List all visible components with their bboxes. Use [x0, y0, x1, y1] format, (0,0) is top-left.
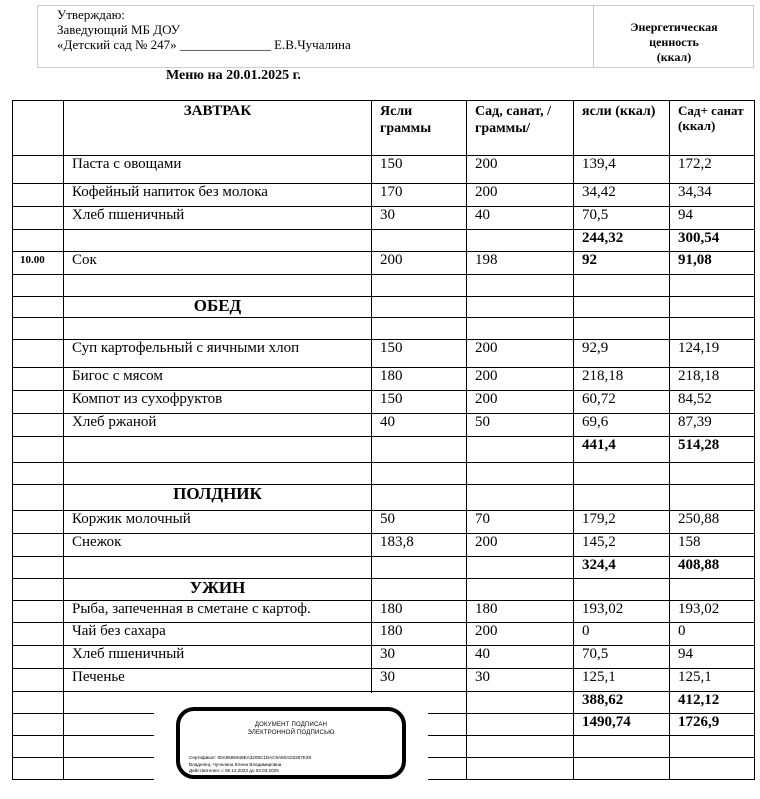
nursery-kcal: 34,42 [574, 184, 670, 207]
garden-kcal [670, 758, 755, 780]
nursery-grams [372, 463, 467, 485]
nursery-grams: 40 [372, 414, 467, 437]
energy-header-line-2: ценность [649, 35, 699, 49]
nursery-kcal: 69,6 [574, 414, 670, 437]
time-cell [13, 579, 64, 601]
time-cell [13, 184, 64, 207]
garden-grams: 200 [467, 368, 574, 391]
garden-kcal: 0 [670, 623, 755, 646]
garden-grams [467, 230, 574, 252]
garden-kcal: 172,2 [670, 156, 755, 184]
nursery-kcal: 324,4 [574, 557, 670, 579]
nursery-kcal: 125,1 [574, 669, 670, 692]
garden-grams [467, 714, 574, 736]
dish-name: Суп картофельный с яичными хлоп [64, 340, 372, 368]
dish-name: Чай без сахара [64, 623, 372, 646]
garden-kcal: 94 [670, 207, 755, 230]
time-cell [13, 156, 64, 184]
stamp-owner: Владелец: Чучалина Елена Владимировна [189, 761, 282, 767]
time-cell [13, 646, 64, 669]
time-cell [13, 297, 64, 318]
garden-kcal [670, 318, 755, 340]
menu-table [12, 100, 755, 780]
dish-name [64, 557, 372, 579]
garden-kcal: 1726,9 [670, 714, 755, 736]
nursery-grams: 50 [372, 511, 467, 534]
time-cell [13, 511, 64, 534]
section-row [13, 297, 755, 318]
garden-grams [467, 736, 574, 758]
electronic-signature-stamp [176, 707, 406, 779]
garden-kcal: 250,88 [670, 511, 755, 534]
time-cell: 10.00 [13, 252, 64, 275]
garden-grams: 70 [467, 511, 574, 534]
garden-kcal [670, 485, 755, 511]
nursery-kcal [574, 463, 670, 485]
total-row [13, 230, 755, 252]
menu-title: Меню на 20.01.2025 г. [166, 68, 301, 83]
approval-text [57, 7, 351, 52]
garden-grams: 198 [467, 252, 574, 275]
nursery-grams: 150 [372, 156, 467, 184]
garden-kcal: 408,88 [670, 557, 755, 579]
garden-grams: 200 [467, 391, 574, 414]
energy-header-line-1: Энергетическая [630, 20, 718, 34]
garden-kcal: 218,18 [670, 368, 755, 391]
nursery-kcal: 441,4 [574, 437, 670, 463]
garden-grams [467, 275, 574, 297]
time-cell [13, 601, 64, 623]
dish-name: Бигос с мясом [64, 368, 372, 391]
nursery-kcal [574, 736, 670, 758]
garden-kcal: 514,28 [670, 437, 755, 463]
time-cell [13, 437, 64, 463]
nursery-grams: 180 [372, 601, 467, 623]
time-cell [13, 758, 64, 780]
stamp-title-line-2: ЭЛЕКТРОННОЙ ПОДПИСЬЮ [247, 730, 335, 736]
time-cell [13, 368, 64, 391]
nursery-grams: 183,8 [372, 534, 467, 557]
dish-name [64, 437, 372, 463]
section-title: ОБЕД [64, 297, 372, 318]
garden-grams: 200 [467, 340, 574, 368]
table-row [13, 340, 755, 368]
garden-grams: 40 [467, 207, 574, 230]
nursery-kcal: 0 [574, 623, 670, 646]
table-row [13, 534, 755, 557]
garden-grams: 40 [467, 646, 574, 669]
dish-name: Паста с овощами [64, 156, 372, 184]
nursery-kcal: 92,9 [574, 340, 670, 368]
garden-kcal: 87,39 [670, 414, 755, 437]
approval-line-3: «Детский сад № 247» ______________ Е.В.Чучалина [57, 37, 351, 52]
nursery-grams: 170 [372, 184, 467, 207]
dish-name: Сок [64, 252, 372, 275]
time-cell [13, 557, 64, 579]
garden-kcal [670, 736, 755, 758]
section-title: УЖИН [64, 579, 372, 601]
nursery-kcal [574, 579, 670, 601]
garden-kcal [670, 275, 755, 297]
dish-name [64, 463, 372, 485]
garden-kcal [670, 297, 755, 318]
energy-header-line-3: (ккал) [656, 50, 692, 64]
stamp-validity: Действителен: с 08.12.2023 до 02.03.2025 [189, 768, 279, 773]
time-cell [13, 391, 64, 414]
garden-grams: 200 [467, 534, 574, 557]
table-row [13, 414, 755, 437]
time-cell [13, 230, 64, 252]
nursery-grams: 30 [372, 669, 467, 692]
garden-kcal: 124,19 [670, 340, 755, 368]
time-cell [13, 534, 64, 557]
garden-kcal: 84,52 [670, 391, 755, 414]
garden-grams [467, 692, 574, 714]
stamp-details [189, 755, 311, 775]
total-row [13, 437, 755, 463]
time-cell [13, 318, 64, 340]
header-garden-grams: Сад, санат, /граммы/ [467, 101, 574, 156]
garden-kcal: 94 [670, 646, 755, 669]
nursery-kcal: 92 [574, 252, 670, 275]
table-row [13, 252, 755, 275]
nursery-grams: 30 [372, 646, 467, 669]
nursery-grams [372, 297, 467, 318]
time-cell [13, 207, 64, 230]
garden-grams: 200 [467, 184, 574, 207]
table-row [13, 391, 755, 414]
signature-stamp-area [154, 693, 428, 793]
dish-name: Снежок [64, 534, 372, 557]
table-row [13, 646, 755, 669]
energy-value-header [594, 20, 754, 65]
table-row [13, 184, 755, 207]
table-row [13, 511, 755, 534]
nursery-grams [372, 579, 467, 601]
dish-name: Печенье [64, 669, 372, 692]
dish-name: Хлеб пшеничный [64, 207, 372, 230]
garden-grams: 200 [467, 156, 574, 184]
table-row [13, 623, 755, 646]
nursery-kcal: 70,5 [574, 646, 670, 669]
dish-name: Хлеб ржаной [64, 414, 372, 437]
garden-kcal: 412,12 [670, 692, 755, 714]
nursery-kcal: 388,62 [574, 692, 670, 714]
nursery-kcal [574, 318, 670, 340]
garden-grams [467, 485, 574, 511]
nursery-kcal: 193,02 [574, 601, 670, 623]
nursery-kcal [574, 297, 670, 318]
time-cell [13, 485, 64, 511]
garden-kcal: 193,02 [670, 601, 755, 623]
garden-kcal: 300,54 [670, 230, 755, 252]
garden-grams [467, 318, 574, 340]
nursery-kcal: 179,2 [574, 511, 670, 534]
nursery-grams [372, 557, 467, 579]
time-cell [13, 736, 64, 758]
nursery-grams: 150 [372, 391, 467, 414]
nursery-kcal: 145,2 [574, 534, 670, 557]
time-cell [13, 414, 64, 437]
garden-grams [467, 297, 574, 318]
dish-name: Коржик молочный [64, 511, 372, 534]
garden-kcal [670, 463, 755, 485]
nursery-kcal: 70,5 [574, 207, 670, 230]
nursery-kcal: 218,18 [574, 368, 670, 391]
nursery-kcal: 139,4 [574, 156, 670, 184]
garden-kcal: 158 [670, 534, 755, 557]
header-time-cell [13, 101, 64, 156]
time-cell [13, 463, 64, 485]
table-row [13, 275, 755, 297]
time-cell [13, 623, 64, 646]
approval-line-2: Заведующий МБ ДОУ [57, 22, 180, 37]
garden-grams [467, 579, 574, 601]
table-row [13, 318, 755, 340]
garden-kcal: 125,1 [670, 669, 755, 692]
nursery-grams: 30 [372, 207, 467, 230]
nursery-grams: 150 [372, 340, 467, 368]
nursery-kcal: 1490,74 [574, 714, 670, 736]
nursery-kcal [574, 485, 670, 511]
garden-grams [467, 437, 574, 463]
section-row [13, 485, 755, 511]
dish-name [64, 230, 372, 252]
nursery-grams [372, 275, 467, 297]
nursery-grams [372, 437, 467, 463]
nursery-kcal [574, 275, 670, 297]
table-row [13, 368, 755, 391]
garden-kcal: 34,34 [670, 184, 755, 207]
section-row [13, 579, 755, 601]
garden-grams: 180 [467, 601, 574, 623]
table-row [13, 207, 755, 230]
stamp-certificate: Сертификат: 00A9585948EA3209C1DAC9A80AD3267E38 [189, 755, 312, 760]
time-cell [13, 340, 64, 368]
garden-grams [467, 557, 574, 579]
total-row [13, 557, 755, 579]
table-row [13, 156, 755, 184]
table-row [13, 601, 755, 623]
garden-grams: 50 [467, 414, 574, 437]
time-cell [13, 692, 64, 714]
header-garden-kcal: Сад+ санат (ккал) [670, 101, 755, 156]
dish-name: Рыба, запеченная в сметане с картоф. [64, 601, 372, 623]
garden-kcal: 91,08 [670, 252, 755, 275]
dish-name: Компот из сухофруктов [64, 391, 372, 414]
dish-name: Хлеб пшеничный [64, 646, 372, 669]
garden-grams [467, 758, 574, 780]
nursery-grams: 180 [372, 623, 467, 646]
nursery-kcal [574, 758, 670, 780]
time-cell [13, 714, 64, 736]
nursery-grams [372, 230, 467, 252]
nursery-grams: 180 [372, 368, 467, 391]
table-row [13, 463, 755, 485]
section-title: ПОЛДНИК [64, 485, 372, 511]
dish-name: Кофейный напиток без молока [64, 184, 372, 207]
stamp-title [180, 721, 402, 737]
garden-grams: 30 [467, 669, 574, 692]
header-nursery-kcal: ясли (ккал) [574, 101, 670, 156]
nursery-grams [372, 318, 467, 340]
garden-grams: 200 [467, 623, 574, 646]
time-cell [13, 275, 64, 297]
garden-grams [467, 463, 574, 485]
time-cell [13, 669, 64, 692]
stamp-title-line-1: ДОКУМЕНТ ПОДПИСАН [254, 722, 328, 728]
nursery-kcal: 244,32 [574, 230, 670, 252]
table-header-row [13, 101, 755, 156]
header-meal: ЗАВТРАК [64, 101, 372, 156]
nursery-grams [372, 485, 467, 511]
nursery-kcal: 60,72 [574, 391, 670, 414]
dish-name [64, 275, 372, 297]
approval-line-1: Утверждаю: [57, 7, 125, 22]
table-row [13, 669, 755, 692]
garden-kcal [670, 579, 755, 601]
approval-block [37, 5, 754, 68]
dish-name [64, 318, 372, 340]
nursery-grams: 200 [372, 252, 467, 275]
header-nursery-grams: Ясли граммы [372, 101, 467, 156]
